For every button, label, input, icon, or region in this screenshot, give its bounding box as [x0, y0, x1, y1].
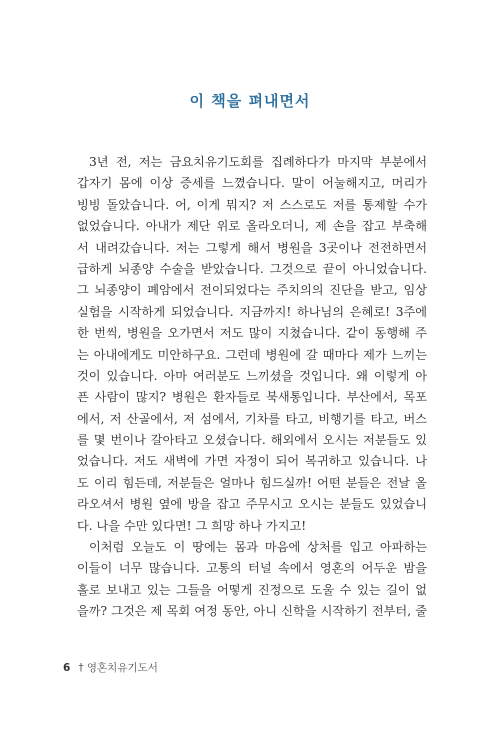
paragraph-2: [77, 537, 427, 623]
text-line: 홀로 보내고 있는 그들을 어떻게 진정으로 도울 수 있는 길이 없: [77, 582, 427, 597]
text-line: 라오셔서 병원 옆에 방을 잡고 주무시고 오시는 분들도 있었습니: [77, 497, 427, 512]
text-line: 것이 있습니다. 아마 여러분도 느끼셨을 것입니다. 왜 이렇게 아: [77, 368, 427, 383]
text-line: 이들이 너무 많습니다. 고통의 터널 속에서 영혼의 어두운 밤을: [77, 561, 427, 576]
text-line: 를 몇 번이나 갈아타고 오셨습니다. 해외에서 오시는 저분들도 있: [77, 433, 427, 448]
running-title: † 영혼치유기도서: [78, 662, 158, 674]
page-number: 6: [63, 662, 71, 674]
text-line: 갑자기 몸에 이상 증세를 느꼈습니다. 말이 어눌해지고, 머리가: [77, 176, 427, 191]
text-line: 없었습니다. 아내가 제단 위로 올라오더니, 제 손을 잡고 부축해: [77, 219, 427, 234]
text-line: 실험을 시작하게 되었습니다. 지금까지! 하나님의 은혜로! 3주에: [77, 304, 427, 319]
text-line: 었습니다. 저도 새벽에 가면 자정이 되어 복귀하고 있습니다. 나: [77, 454, 427, 469]
page-title: 이 책을 펴내면서: [189, 92, 311, 110]
text-line: 다. 나을 수만 있다면! 그 희망 하나 가지고!: [77, 518, 307, 533]
text-line: 한 번씩, 병원을 오가면서 저도 많이 지쳤습니다. 같이 동행해 주: [77, 326, 427, 341]
page-footer: [63, 660, 158, 675]
text-line: 는 아내에게도 미안하구요. 그런데 병원에 갈 때마다 제가 느끼는: [77, 347, 427, 362]
text-line: 을까? 그것은 제 목회 여정 동안, 아니 신학을 시작하기 전부터, 줄: [77, 604, 427, 619]
text-line: 서 내려갔습니다. 저는 그렇게 해서 병원을 3곳이나 전전하면서: [77, 240, 427, 255]
paragraph-1: [77, 152, 427, 537]
text-line: 픈 사람이 많지? 병원은 환자들로 북새통입니다. 부산에서, 목포: [77, 390, 427, 405]
text-line: 빙빙 돌았습니다. 어, 이게 뭐지? 저 스스로도 저를 통제할 수가: [77, 197, 427, 212]
text-line: 급하게 뇌종양 수술을 받았습니다. 그것으로 끝이 아니었습니다.: [77, 261, 427, 276]
text-line: 그 뇌종양이 폐암에서 전이되었다는 주치의의 진단을 받고, 임상: [77, 283, 427, 298]
body-text: [77, 152, 427, 623]
text-line: 이처럼 오늘도 이 땅에는 몸과 마음에 상처를 입고 아파하는: [89, 540, 427, 555]
text-line: 3년 전, 저는 금요치유기도회를 집례하다가 마지막 부분에서: [89, 155, 427, 169]
text-line: 도 이리 힘든데, 저분들은 얼마나 힘드실까! 어떤 분들은 전날 올: [77, 475, 427, 490]
text-line: 에서, 저 산골에서, 저 섬에서, 기차를 타고, 비행기를 타고, 버스: [77, 411, 427, 426]
